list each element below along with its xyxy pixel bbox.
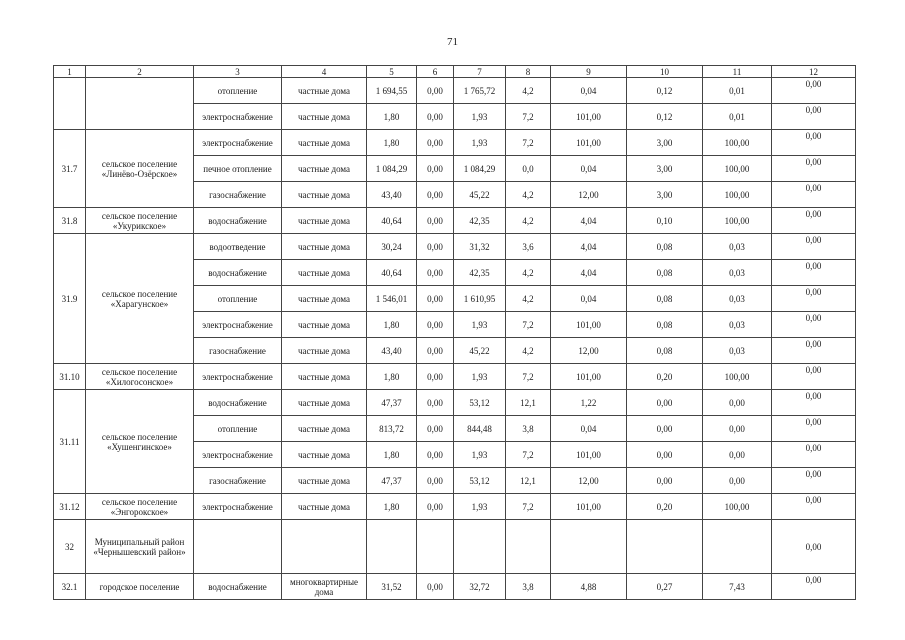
value-cell (417, 520, 454, 574)
settlement-name-cell: сельское поселение «Харагунское» (86, 234, 194, 364)
value-cell: 0,00 (772, 208, 856, 234)
housing-type-cell: частные дома (282, 416, 367, 442)
value-cell: 101,00 (551, 130, 627, 156)
value-cell: 0,00 (772, 182, 856, 208)
value-cell: 0,04 (551, 416, 627, 442)
row-number-cell: 31.11 (54, 390, 86, 494)
service-cell: газоснабжение (194, 338, 282, 364)
settlement-name-cell: сельское поселение «Хилогосонское» (86, 364, 194, 390)
value-cell: 4,2 (506, 78, 551, 104)
housing-type-cell: частные дома (282, 130, 367, 156)
value-cell: 101,00 (551, 364, 627, 390)
value-cell: 3,8 (506, 416, 551, 442)
value-cell: 1,80 (367, 442, 417, 468)
service-cell: электроснабжение (194, 364, 282, 390)
service-cell: электроснабжение (194, 442, 282, 468)
value-cell: 0,08 (627, 312, 703, 338)
value-cell: 1,80 (367, 494, 417, 520)
column-header: 6 (417, 66, 454, 78)
column-header: 3 (194, 66, 282, 78)
value-cell: 1,93 (454, 364, 506, 390)
column-header: 5 (367, 66, 417, 78)
value-cell: 0,00 (703, 468, 772, 494)
header-row (54, 66, 856, 78)
value-cell: 0,00 (417, 208, 454, 234)
value-cell: 0,04 (551, 286, 627, 312)
table-row (54, 364, 856, 390)
value-cell: 4,2 (506, 338, 551, 364)
value-cell: 4,2 (506, 208, 551, 234)
value-cell: 42,35 (454, 260, 506, 286)
value-cell: 0,00 (417, 260, 454, 286)
housing-type-cell: частные дома (282, 390, 367, 416)
service-cell: электроснабжение (194, 130, 282, 156)
value-cell: 1,22 (551, 390, 627, 416)
row-number-cell: 31.10 (54, 364, 86, 390)
column-header: 4 (282, 66, 367, 78)
value-cell: 0,00 (703, 416, 772, 442)
page-number: 71 (447, 36, 458, 48)
value-cell: 0,00 (417, 234, 454, 260)
value-cell: 1,93 (454, 104, 506, 130)
table-row (54, 234, 856, 260)
value-cell: 7,2 (506, 494, 551, 520)
value-cell: 0,03 (703, 312, 772, 338)
value-cell: 12,1 (506, 468, 551, 494)
value-cell: 0,00 (772, 78, 856, 104)
value-cell: 844,48 (454, 416, 506, 442)
value-cell: 0,00 (772, 416, 856, 442)
housing-type-cell: частные дома (282, 104, 367, 130)
value-cell: 7,2 (506, 364, 551, 390)
value-cell: 0,00 (772, 468, 856, 494)
value-cell: 0,01 (703, 104, 772, 130)
value-cell: 813,72 (367, 416, 417, 442)
value-cell: 0,00 (417, 104, 454, 130)
settlement-name-cell (86, 78, 194, 130)
row-number-cell: 31.8 (54, 208, 86, 234)
value-cell: 12,1 (506, 390, 551, 416)
service-cell: водоотведение (194, 234, 282, 260)
value-cell: 1,80 (367, 364, 417, 390)
housing-type-cell: частные дома (282, 78, 367, 104)
value-cell: 1 694,55 (367, 78, 417, 104)
row-number-cell: 32 (54, 520, 86, 574)
value-cell: 40,64 (367, 208, 417, 234)
settlement-name-cell: сельское поселение «Хушенгинское» (86, 390, 194, 494)
housing-type-cell: частные дома (282, 494, 367, 520)
value-cell: 3,00 (627, 156, 703, 182)
value-cell: 0,20 (627, 494, 703, 520)
column-header: 10 (627, 66, 703, 78)
value-cell (627, 520, 703, 574)
value-cell: 45,22 (454, 182, 506, 208)
service-cell: электроснабжение (194, 494, 282, 520)
value-cell: 0,03 (703, 286, 772, 312)
value-cell: 0,00 (627, 416, 703, 442)
value-cell: 0,00 (772, 286, 856, 312)
value-cell: 0,00 (772, 442, 856, 468)
value-cell: 1,93 (454, 312, 506, 338)
table-row (54, 208, 856, 234)
value-cell: 0,00 (772, 260, 856, 286)
value-cell: 0,08 (627, 260, 703, 286)
value-cell: 4,04 (551, 208, 627, 234)
value-cell: 4,2 (506, 182, 551, 208)
value-cell: 0,10 (627, 208, 703, 234)
value-cell: 0,00 (417, 494, 454, 520)
value-cell: 0,00 (703, 442, 772, 468)
value-cell: 0,00 (772, 338, 856, 364)
value-cell (506, 520, 551, 574)
value-cell: 7,2 (506, 442, 551, 468)
value-cell: 101,00 (551, 442, 627, 468)
value-cell: 0,04 (551, 156, 627, 182)
value-cell: 3,6 (506, 234, 551, 260)
value-cell: 0,00 (417, 78, 454, 104)
service-cell: водоснабжение (194, 390, 282, 416)
housing-type-cell: частные дома (282, 260, 367, 286)
value-cell: 12,00 (551, 182, 627, 208)
value-cell (367, 520, 417, 574)
housing-type-cell: многоквартирные дома (282, 574, 367, 600)
housing-type-cell: частные дома (282, 338, 367, 364)
value-cell: 0,03 (703, 260, 772, 286)
service-cell: водоснабжение (194, 574, 282, 600)
housing-type-cell: частные дома (282, 364, 367, 390)
value-cell: 0,08 (627, 286, 703, 312)
table-row (54, 520, 856, 574)
value-cell: 100,00 (703, 494, 772, 520)
value-cell: 100,00 (703, 156, 772, 182)
value-cell: 0,03 (703, 338, 772, 364)
value-cell: 3,00 (627, 182, 703, 208)
value-cell: 7,2 (506, 130, 551, 156)
value-cell: 0,00 (772, 312, 856, 338)
value-cell: 0,00 (772, 156, 856, 182)
value-cell: 12,00 (551, 468, 627, 494)
value-cell: 0,03 (703, 234, 772, 260)
value-cell: 43,40 (367, 338, 417, 364)
value-cell: 31,52 (367, 574, 417, 600)
service-cell: отопление (194, 286, 282, 312)
value-cell: 1 610,95 (454, 286, 506, 312)
row-number-cell: 32.1 (54, 574, 86, 600)
value-cell: 12,00 (551, 338, 627, 364)
value-cell: 3,8 (506, 574, 551, 600)
value-cell: 0,12 (627, 104, 703, 130)
value-cell: 1 546,01 (367, 286, 417, 312)
value-cell: 100,00 (703, 182, 772, 208)
table-row (54, 130, 856, 156)
value-cell: 100,00 (703, 364, 772, 390)
service-cell: электроснабжение (194, 312, 282, 338)
value-cell: 0,00 (417, 156, 454, 182)
value-cell: 0,00 (772, 574, 856, 600)
row-number-cell (54, 78, 86, 130)
settlement-name-cell: городское поселение (86, 574, 194, 600)
table-row (54, 78, 856, 104)
housing-type-cell (282, 520, 367, 574)
service-cell: газоснабжение (194, 468, 282, 494)
value-cell: 0,00 (772, 364, 856, 390)
value-cell: 0,00 (417, 574, 454, 600)
value-cell: 1 084,29 (454, 156, 506, 182)
housing-type-cell: частные дома (282, 312, 367, 338)
settlement-name-cell: сельское поселение «Укурикское» (86, 208, 194, 234)
service-cell: газоснабжение (194, 182, 282, 208)
value-cell: 7,2 (506, 312, 551, 338)
value-cell: 47,37 (367, 468, 417, 494)
column-header: 11 (703, 66, 772, 78)
service-cell: отопление (194, 78, 282, 104)
value-cell: 45,22 (454, 338, 506, 364)
value-cell (703, 520, 772, 574)
value-cell: 1 084,29 (367, 156, 417, 182)
value-cell: 0,20 (627, 364, 703, 390)
housing-type-cell: частные дома (282, 156, 367, 182)
value-cell: 0,00 (772, 390, 856, 416)
settlement-name-cell: сельское поселение «Линёво-Озёрское» (86, 130, 194, 208)
value-cell: 32,72 (454, 574, 506, 600)
value-cell: 0,00 (417, 416, 454, 442)
value-cell: 4,88 (551, 574, 627, 600)
settlement-name-cell: сельское поселение «Энгорокское» (86, 494, 194, 520)
value-cell: 4,2 (506, 260, 551, 286)
value-cell: 0,00 (417, 312, 454, 338)
service-cell: отопление (194, 416, 282, 442)
value-cell: 4,2 (506, 286, 551, 312)
value-cell: 0,01 (703, 78, 772, 104)
value-cell: 0,00 (627, 468, 703, 494)
housing-type-cell: частные дома (282, 208, 367, 234)
settlement-name-cell: Муниципальный район «Чернышевский район» (86, 520, 194, 574)
value-cell: 1,80 (367, 104, 417, 130)
value-cell: 0,27 (627, 574, 703, 600)
service-cell: электроснабжение (194, 104, 282, 130)
value-cell: 43,40 (367, 182, 417, 208)
row-number-cell: 31.9 (54, 234, 86, 364)
value-cell: 3,00 (627, 130, 703, 156)
housing-type-cell: частные дома (282, 468, 367, 494)
value-cell: 40,64 (367, 260, 417, 286)
value-cell: 0,00 (772, 130, 856, 156)
column-header: 7 (454, 66, 506, 78)
value-cell: 0,00 (417, 390, 454, 416)
value-cell: 0,00 (627, 390, 703, 416)
value-cell: 0,12 (627, 78, 703, 104)
value-cell: 101,00 (551, 104, 627, 130)
value-cell: 1 765,72 (454, 78, 506, 104)
column-header: 2 (86, 66, 194, 78)
value-cell: 100,00 (703, 208, 772, 234)
housing-type-cell: частные дома (282, 442, 367, 468)
value-cell: 0,00 (627, 442, 703, 468)
value-cell: 0,04 (551, 78, 627, 104)
value-cell: 1,80 (367, 130, 417, 156)
value-cell: 0,00 (417, 468, 454, 494)
value-cell: 30,24 (367, 234, 417, 260)
housing-type-cell: частные дома (282, 234, 367, 260)
table-row (54, 390, 856, 416)
value-cell: 31,32 (454, 234, 506, 260)
column-header: 9 (551, 66, 627, 78)
value-cell: 1,93 (454, 130, 506, 156)
table-row (54, 494, 856, 520)
value-cell: 0,00 (417, 130, 454, 156)
value-cell: 0,0 (506, 156, 551, 182)
column-header: 8 (506, 66, 551, 78)
value-cell: 0,00 (772, 520, 856, 574)
row-number-cell: 31.7 (54, 130, 86, 208)
value-cell: 53,12 (454, 468, 506, 494)
value-cell: 4,04 (551, 234, 627, 260)
value-cell: 1,80 (367, 312, 417, 338)
table-row (54, 574, 856, 600)
value-cell: 101,00 (551, 312, 627, 338)
value-cell: 47,37 (367, 390, 417, 416)
value-cell: 0,08 (627, 234, 703, 260)
service-cell (194, 520, 282, 574)
column-header: 1 (54, 66, 86, 78)
value-cell: 0,00 (772, 234, 856, 260)
value-cell: 0,00 (417, 338, 454, 364)
value-cell: 0,00 (417, 442, 454, 468)
housing-type-cell: частные дома (282, 182, 367, 208)
value-cell: 0,00 (417, 286, 454, 312)
service-cell: водоснабжение (194, 260, 282, 286)
housing-type-cell: частные дома (282, 286, 367, 312)
value-cell: 42,35 (454, 208, 506, 234)
value-cell: 1,93 (454, 494, 506, 520)
value-cell (454, 520, 506, 574)
value-cell: 1,93 (454, 442, 506, 468)
value-cell: 101,00 (551, 494, 627, 520)
value-cell: 0,00 (703, 390, 772, 416)
value-cell: 100,00 (703, 130, 772, 156)
value-cell: 4,04 (551, 260, 627, 286)
column-header: 12 (772, 66, 856, 78)
value-cell: 0,00 (772, 494, 856, 520)
value-cell: 0,08 (627, 338, 703, 364)
value-cell: 0,00 (417, 182, 454, 208)
value-cell (551, 520, 627, 574)
data-table (53, 65, 856, 600)
value-cell: 7,2 (506, 104, 551, 130)
service-cell: водоснабжение (194, 208, 282, 234)
value-cell: 7,43 (703, 574, 772, 600)
value-cell: 53,12 (454, 390, 506, 416)
service-cell: печное отопление (194, 156, 282, 182)
value-cell: 0,00 (417, 364, 454, 390)
value-cell: 0,00 (772, 104, 856, 130)
row-number-cell: 31.12 (54, 494, 86, 520)
